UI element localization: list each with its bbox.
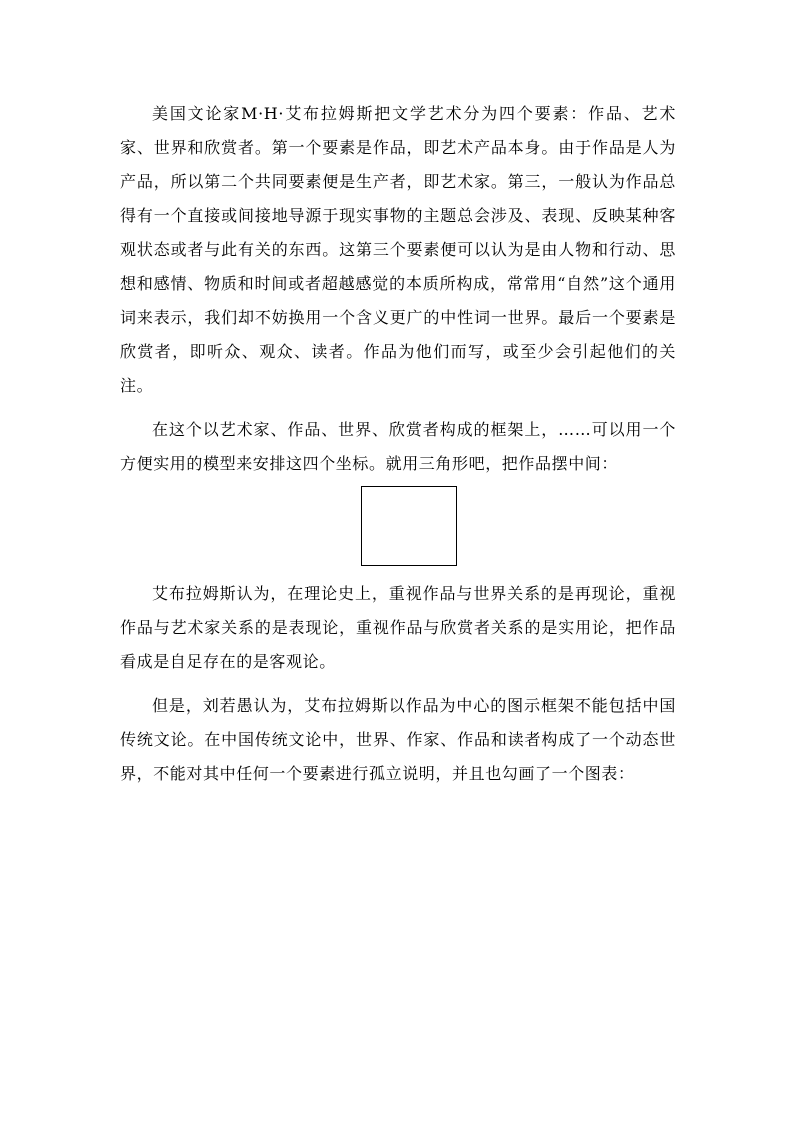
document-body (120, 97, 676, 791)
paragraph-gap (120, 403, 676, 413)
paragraph-liu-ruoyu: 但是，刘若愚认为，艾布拉姆斯以作品为中心的图示框架不能包括中国传统文论。在中国传统文论中，世界、作家、作品和读者构成了一个动态世界，不能对其中任何一个要素进行孤立说明，并且也勾画了一个图表： (120, 696, 676, 783)
paragraph-theory-types: 艾布拉姆斯认为，在理论史上，重视作品与世界关系的是再现论，重视作品与艺术家关系的是表现论，重视作品与欣赏者关系的是实用论，把作品看成是自足存在的是客观论。 (120, 584, 676, 671)
figure-placeholder-box (361, 486, 457, 566)
paragraph-triangle-model: 在这个以艺术家、作品、世界、欣赏者构成的框架上，……可以用一个方便实用的模型来安排这四个坐标。就用三角形吧，把作品摆中间： (120, 420, 676, 473)
paragraph-gap (120, 679, 676, 689)
paragraph-abrams-four-elements: 美国文论家M·H·艾布拉姆斯把文学艺术分为四个要素：作品、艺术家、世界和欣赏者。第一个要素是作品，即艺术产品本身。由于作品是人为产品，所以第二个共同要素便是生产者，即艺术家。第三，一般认为作品总得有一个直接或间接地导源于现实事物的主题总会涉及、表现、反映某种客观状态或者与此有关的东西。这第三个要素便可以认为是由人物和行动、思想和感情、物质和时间或者超越感觉的本质所构成，常常用“自然”这个通用词来表示，我们却不妨换用一个含义更广的中性词一世界。最后一个要素是欣赏者，即听众、观众、读者。作品为他们而写，或至少会引起他们的关注。 (120, 104, 676, 395)
